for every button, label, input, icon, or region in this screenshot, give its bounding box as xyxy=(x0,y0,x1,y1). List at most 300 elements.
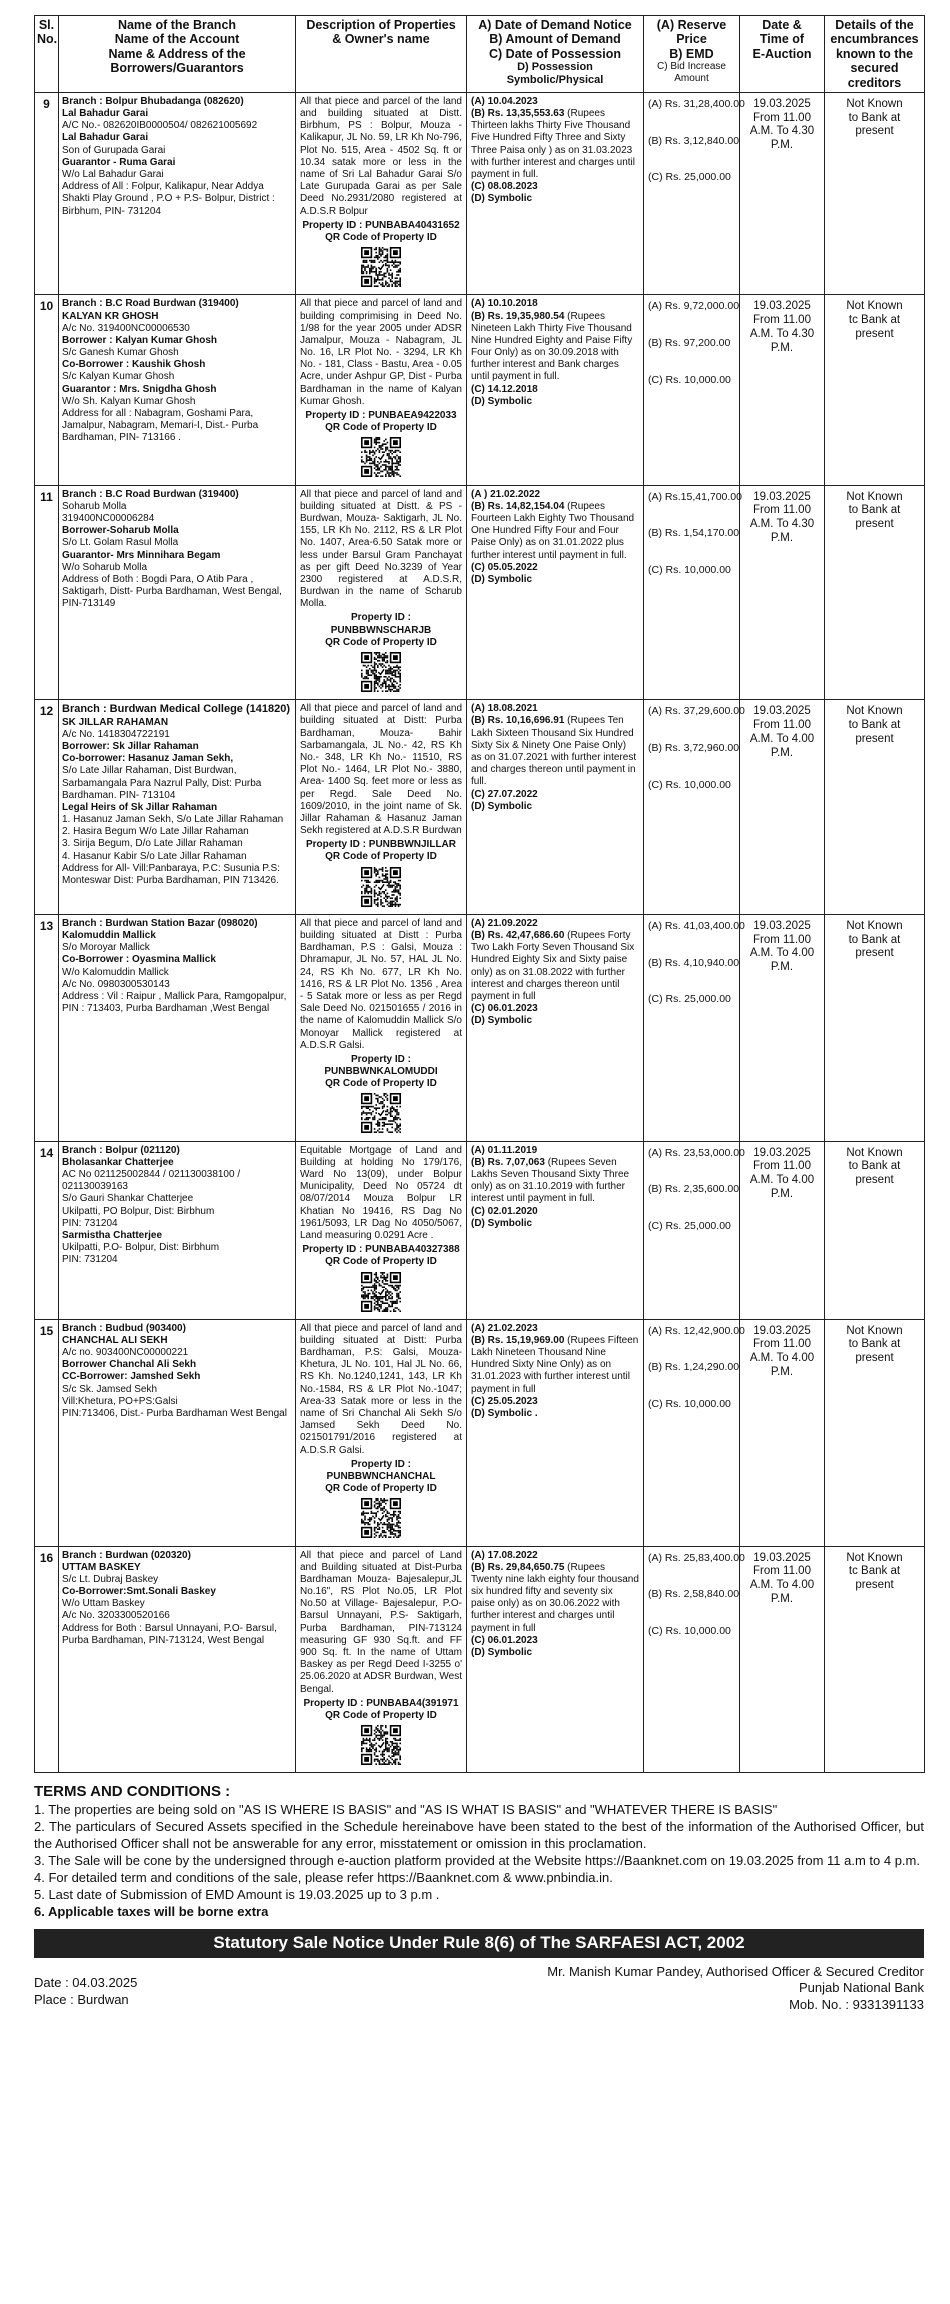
borrower-detail-line: SK JILLAR RAHAMAN xyxy=(62,716,169,728)
borrower-detail-line: Soharub Molla xyxy=(62,500,127,512)
borrower-detail-line: S/c Lt. Dubraj Baskey xyxy=(62,1573,159,1585)
borrower-detail-line: Borrower Chanchal Ali Sekh xyxy=(62,1359,197,1371)
qr-code-wrapper xyxy=(300,867,462,911)
property-description-cell xyxy=(296,92,467,294)
qr-code-icon xyxy=(361,1498,401,1538)
auction-datetime-line: 19.03.2025 xyxy=(753,919,811,932)
property-description-text: All that piece and parcel of Land and Building situated at Dist-Purba Bardhaman Mouza- Bajesalepur,JL No.16", RS Plot No.05, LR Plot No.50 at Village- Bajesalepur, P.O- Barsul Unnayani, P.S- Saktigarh, Purba Bardhaman, PIN-713124 measuring GF 930 Sq.ft. and FF 900 Sq. ft. In the name of Uttam Baskey as per Regd Deed I-3255 o' 25.06.2020 at ADSR Burdwan, West Bengal. xyxy=(300,1549,462,1695)
table-row xyxy=(35,1141,925,1319)
qr-code-wrapper xyxy=(300,1272,462,1316)
auction-table xyxy=(34,15,925,1773)
header-branch-line: Borrowers/Guarantors xyxy=(110,61,244,76)
borrower-detail-line: PIN:713406, Dist.- Purba Bardhaman West Bengal xyxy=(62,1408,287,1419)
encumbrance-line: Not Known xyxy=(846,1551,903,1564)
table-row xyxy=(35,1319,925,1546)
branch-borrower-cell xyxy=(59,914,296,1141)
property-id: Property ID : PUNBABA4(391971 xyxy=(303,1697,459,1709)
qr-caption: QR Code of Property ID xyxy=(325,1709,437,1721)
borrower-detail-line: Co-Borrower:Smt.Sonali Baskey xyxy=(62,1586,216,1598)
possession-date: (C) 05.05.2022 xyxy=(471,561,538,573)
header-date-line: Time of xyxy=(759,32,805,47)
demand-amount-words: (Rupees Twenty nine lakh eighty four thousand six hundred fifty and seventy six paise only) as on 30.06.2022 with further interest and charges until payment in full xyxy=(471,1561,639,1634)
property-description-cell xyxy=(296,700,467,915)
possession-date: (C) 14.12.2018 xyxy=(471,383,538,395)
borrower-detail-line: Guarantor - Ruma Garai xyxy=(62,156,176,168)
header-row xyxy=(35,16,925,93)
encumbrance-line: to Bank at xyxy=(848,718,901,731)
encumbrance-line: Not Known xyxy=(846,1324,903,1337)
qr-caption: QR Code of Property ID xyxy=(325,422,437,434)
possession-date: (C) 25.05.2023 xyxy=(471,1395,538,1407)
qr-code-icon xyxy=(361,437,401,477)
property-description-cell xyxy=(296,485,467,700)
borrower-detail-line: W/o Uttam Baskey xyxy=(62,1598,145,1610)
branch-borrower-cell xyxy=(59,1141,296,1319)
reserve-price-line: (C) Rs. 25,000.00 xyxy=(648,1220,731,1233)
auction-datetime-line: P.M. xyxy=(770,531,794,544)
property-id: Property ID : PUNBABA40431652 xyxy=(302,219,460,231)
terms-section xyxy=(34,1783,924,1920)
qr-caption: QR Code of Property ID xyxy=(325,1078,437,1090)
qr-caption: QR Code of Property ID xyxy=(325,636,437,648)
auction-date-cell xyxy=(740,700,825,915)
reserve-price-cell xyxy=(644,1319,745,1546)
encumbrance-cell xyxy=(825,1546,925,1773)
qr-code-icon xyxy=(361,652,401,692)
terms-item: 6. Applicable taxes will be borne extra xyxy=(34,1903,269,1919)
encumbrance-line: tc Bank at xyxy=(848,1565,901,1578)
branch-borrower-cell xyxy=(59,700,296,915)
encumbrance-line: Not Known xyxy=(846,300,903,313)
qr-caption: QR Code of Property ID xyxy=(325,231,437,243)
property-description-text: All that piece and parcel of the land and building situated at Distt. Birbhum, PS : Bolpur, Mouza - Kalikapur, JL No. 59, LR Kh No-796, Plot No. 515, Area - 4502 Sq. ft or 10.34 satak more or less in the name of Sri Lal Bahadur Garai S/o Late Gurupada Garai as per Sale Deed No.2931/2080 registered at A.D.S.R Bolpur xyxy=(300,95,462,217)
qr-code-wrapper xyxy=(300,1093,462,1137)
borrower-detail-line: UTTAM BASKEY xyxy=(62,1561,141,1573)
auction-datetime-line: From 11.00 xyxy=(753,111,811,124)
borrower-detail-line: CHANCHAL ALI SEKH xyxy=(62,1334,168,1346)
reserve-price-line: (C) Rs. 10,000.00 xyxy=(648,1398,731,1411)
encumbrance-cell xyxy=(825,700,925,915)
auction-datetime-line: 19.03.2025 xyxy=(753,1551,811,1564)
demand-notice-cell xyxy=(467,485,644,700)
auction-datetime-line: From 11.00 xyxy=(753,314,811,327)
auction-datetime-line: A.M. To 4.30 xyxy=(749,518,815,531)
reserve-price-line: (C) Rs. 10,000.00 xyxy=(648,778,731,791)
reserve-price-line: (B) Rs. 3,12,840.00 xyxy=(648,134,740,147)
borrower-detail-line: A/C No.- 082620IB0000504/ 082621005692 xyxy=(62,120,258,132)
demand-amount-words: (Rupees Fourteen Lakh Eighty Two Thousand One Hundred Fifty Four and Four Paise Only) as on 31.01.2022 plus further interest until payment in full. xyxy=(471,500,635,561)
branch-borrower-cell xyxy=(59,485,296,700)
header-demand xyxy=(467,16,644,93)
property-description-cell xyxy=(296,1319,467,1546)
branch-borrower-cell xyxy=(59,295,296,485)
borrower-detail-line: Branch : Burdwan Station Bazar (098020) xyxy=(62,917,258,929)
demand-amount-value: (B) Rs. 42,47,686.60 xyxy=(471,930,565,941)
borrower-detail-line: Branch : Bolpur Bhubadanga (082620) xyxy=(62,95,244,107)
possession-date: (C) 02.01.2020 xyxy=(471,1205,538,1217)
demand-amount-words: (Rupees Forty Two Lakh Forty Seven Thousand Six Hundred Eighty Six and Sixty paise only) as on 31.08.2022 with further interest and charges thereon until payment in full xyxy=(471,930,635,1002)
terms-title: TERMS AND CONDITIONS : xyxy=(34,1783,231,1801)
demand-amount-value: (B) Rs. 7,07,063 xyxy=(471,1156,545,1168)
row-serial-number: 12 xyxy=(35,700,59,915)
property-description-cell xyxy=(296,1546,467,1773)
reserve-price-line: (B) Rs. 2,35,600.00 xyxy=(648,1183,740,1196)
header-property-line: Description of Properties xyxy=(306,18,456,32)
reserve-price-line: (B) Rs. 2,58,840.00 xyxy=(648,1588,740,1601)
borrower-detail-line: Son of Gurupada Garai xyxy=(62,144,166,156)
encumbrance-line: to Bank at xyxy=(848,1160,901,1173)
table-row xyxy=(35,1546,925,1773)
auction-datetime-line: 19.03.2025 xyxy=(753,705,811,718)
header-branch-line: Name & Address of the xyxy=(108,46,246,61)
demand-notice-date: (A) 01.11.2019 xyxy=(471,1144,538,1156)
demand-amount xyxy=(471,108,639,181)
borrower-detail-line: Address of Both : Bogdi Para, O Atib Para , Saktigarh, Distt- Purba Bardhaman, West Bengal, PIN-713149 xyxy=(62,573,282,610)
borrower-detail-line: S/c Kalyan Kumar Ghosh xyxy=(62,371,175,383)
borrower-detail-line: S/o Lt. Golam Rasul Molla xyxy=(62,537,179,549)
demand-amount xyxy=(471,1157,639,1206)
borrower-detail-line: S/o Moroyar Mallick xyxy=(62,942,150,954)
reserve-price-cell xyxy=(644,914,745,1141)
reserve-price-line: (B) Rs. 3,72,960.00 xyxy=(648,741,740,754)
encumbrance-line: to Bank at xyxy=(848,933,901,946)
borrower-detail-line: Guarantor- Mrs Minnihara Begam xyxy=(62,549,221,561)
encumbrance-cell xyxy=(825,92,925,294)
borrower-detail-line: W/o Sh. Kalyan Kumar Ghosh xyxy=(62,395,196,407)
demand-amount xyxy=(471,715,639,788)
auction-datetime-line: P.M. xyxy=(770,341,794,354)
borrower-detail-line: Ukilpatti, P.O- Bolpur, Dist: Birbhum xyxy=(62,1242,220,1254)
encumbrance-line: Not Known xyxy=(846,97,903,110)
auction-datetime-line: A.M. To 4.30 xyxy=(749,125,815,138)
demand-notice-date: (A) 21.02.2023 xyxy=(471,1322,538,1334)
demand-notice-date: (A) 10.04.2023 xyxy=(471,95,538,107)
auction-datetime-line: A.M. To 4.00 xyxy=(749,1174,815,1187)
encumbrance-line: present xyxy=(855,1174,894,1187)
qr-code-icon xyxy=(361,1093,401,1133)
table-row xyxy=(35,700,925,915)
auction-datetime-line: A.M. To 4.30 xyxy=(749,327,815,340)
auction-datetime-line: P.M. xyxy=(770,139,794,152)
reserve-price-line: (A) Rs. 41,03,400.00 xyxy=(648,919,745,932)
encumbrance-cell xyxy=(825,1141,925,1319)
borrower-detail-line: Co-Borrower : Oyasmina Mallick xyxy=(62,954,216,966)
borrower-detail-line: KALYAN KR GHOSH xyxy=(62,310,159,322)
branch-borrower-cell xyxy=(59,1546,296,1773)
qr-code-icon xyxy=(361,1725,401,1765)
encumbrance-line: present xyxy=(855,125,894,138)
qr-code-icon xyxy=(361,247,401,287)
header-reserve-line: (A) Reserve Price xyxy=(656,18,727,47)
qr-caption: QR Code of Property ID xyxy=(325,1483,437,1495)
encumbrance-line: present xyxy=(855,1579,894,1592)
auction-notice-sheet xyxy=(34,15,924,2020)
encumbrance-line: present xyxy=(855,1352,894,1365)
demand-notice-date: (A) 18.08.2021 xyxy=(471,703,538,715)
borrower-detail-line: 4. Hasanur Kabir S/o Late Jillar Rahaman xyxy=(62,850,247,862)
header-details-line: Details of the xyxy=(835,18,914,32)
borrower-detail-line: 319400NC00006284 xyxy=(62,512,155,524)
auction-datetime-line: 19.03.2025 xyxy=(753,1146,811,1159)
header-branch-line: Name of the Account xyxy=(114,32,240,47)
borrower-detail-line: Address for all : Nabagram, Goshami Para, Jamalpur, Nabagram, Memari-I, Dist.- Purba Bardhaman, PIN- 713166 . xyxy=(62,408,259,444)
borrower-detail-line: Branch : Burdwan Medical College (141820) xyxy=(62,703,291,716)
header-date-line: E-Auction xyxy=(752,46,812,61)
qr-code-wrapper xyxy=(300,1498,462,1542)
borrower-detail-line: W/o Kalomuddin Mallick xyxy=(62,966,169,978)
branch-borrower-cell xyxy=(59,1319,296,1546)
encumbrance-cell xyxy=(825,914,925,1141)
demand-amount-words: (Rupees Ten Lakh Sixteen Thousand Six Hundred Sixty Six & Ninety One Paise Only) as on 31.07.2021 with further interest and charges thereon until payment in full. xyxy=(471,715,637,788)
borrower-detail-line: Lal Bahadur Garai xyxy=(62,132,149,144)
possession-type: (D) Symbolic xyxy=(471,1647,533,1658)
borrower-detail-line: Address for Both : Barsul Unnayani, P.O- Barsul, Purba Bardhaman, PIN-713124, West Bengal xyxy=(62,1622,277,1646)
borrower-detail-line: 2. Hasira Begum W/o Late Jillar Rahaman xyxy=(62,826,249,838)
reserve-price-line: (A) Rs. 12,42,900.00 xyxy=(648,1324,745,1337)
possession-date: (C) 06.01.2023 xyxy=(471,1634,538,1646)
property-id: Property ID : PUNBBWNKALOMUDDI xyxy=(324,1053,438,1078)
borrower-detail-line: Address : Vil : Raipur , Mallick Para, Ramgopalpur, PIN : 713403, Purba Bardhaman ,West Bengal xyxy=(62,990,287,1015)
reserve-price-line: (C) Rs. 10,000.00 xyxy=(648,373,731,386)
property-description-text: All that piece and parcel of land and building comprimising in Deed No. 1/98 for the year 2005 under ADSR Jamalpur, Mouza - Nabagram, JL No. 16, LR Plot No. - 3294, LR Kh No. - 181, Class - Bastu, Area - 0.05 Acre, under Ashpur GP, Dist - Purba Bardhaman in the name of Kalyan Kumar Ghosh. xyxy=(300,298,462,407)
property-id: Property ID : PUNBBWNJILLAR xyxy=(305,839,456,851)
borrower-detail-line: Co-Borrower : Kaushik Ghosh xyxy=(62,359,206,371)
property-description-text: Equitable Mortgage of Land and Building at holding No 179/176, Ward No 13(09), under Bolpur Municipality, Deed No 05724 dt 08/07/2014 Mouza Bolpur LR Khatian No 19416, RS Dag No 1961/5093, LR Dag No 4050/5067, Land measuring 0.0291 Acre . xyxy=(300,1144,462,1241)
encumbrance-line: tc Bank at xyxy=(848,314,901,327)
borrower-detail-line: S/o Late Jillar Rahaman, Dist Burdwan, Sarbamangala Para Nazrul Pally, Dist: Purba Bardhaman. PIN- 713104 xyxy=(62,765,262,801)
auction-datetime-line: From 11.00 xyxy=(753,933,811,946)
footer-bank: Punjab National Bank xyxy=(798,1980,924,1996)
auction-datetime-line: P.M. xyxy=(770,1366,794,1379)
borrower-detail-line: 1. Hasanuz Jaman Sekh, S/o Late Jillar Rahaman xyxy=(62,814,284,826)
demand-amount-value: (B) Rs. 29,84,650.75 xyxy=(471,1561,565,1573)
reserve-price-cell xyxy=(644,1546,745,1773)
row-serial-number: 11 xyxy=(35,485,59,700)
auction-datetime-line: 19.03.2025 xyxy=(753,97,811,110)
auction-date-cell xyxy=(740,485,825,700)
reserve-price-line: (A) Rs. 9,72,000.00 xyxy=(648,300,740,313)
header-branch xyxy=(59,16,296,93)
encumbrance-line: present xyxy=(855,947,894,960)
auction-datetime-line: P.M. xyxy=(770,1188,794,1201)
auction-datetime-line: A.M. To 4.00 xyxy=(749,1352,815,1365)
header-property-line: & Owner's name xyxy=(332,32,430,47)
qr-code-icon xyxy=(361,1272,401,1312)
qr-code-wrapper xyxy=(300,247,462,291)
borrower-detail-line: Sarmistha Chatterjee xyxy=(62,1229,163,1241)
borrower-detail-line: S/o Gauri Shankar Chatterjee xyxy=(62,1193,194,1205)
demand-notice-cell xyxy=(467,92,644,294)
demand-notice-cell xyxy=(467,1141,644,1319)
borrower-detail-line: Branch : Burdwan (020320) xyxy=(62,1549,191,1561)
reserve-price-line: (A) Rs. 31,28,400.00 xyxy=(648,97,745,110)
borrower-detail-line: CC-Borrower: Jamshed Sekh xyxy=(62,1371,201,1383)
header-sl xyxy=(35,16,59,93)
reserve-price-line: (C) Rs. 10,000.00 xyxy=(648,564,731,577)
qr-code-wrapper xyxy=(300,652,462,696)
demand-amount xyxy=(471,1335,639,1396)
header-branch-line: Name of the Branch xyxy=(117,18,237,32)
header-demand-line: A) Date of Demand Notice xyxy=(478,18,632,32)
property-description-cell xyxy=(296,1141,467,1319)
reserve-price-line: (B) Rs. 97,200.00 xyxy=(648,337,731,350)
footer-left xyxy=(34,1974,137,2009)
possession-type: (D) Symbolic xyxy=(471,573,533,585)
possession-type: (D) Symbolic xyxy=(471,1217,533,1229)
demand-notice-cell xyxy=(467,914,644,1141)
auction-date-cell xyxy=(740,92,825,294)
encumbrance-line: present xyxy=(855,327,894,340)
demand-notice-cell xyxy=(467,700,644,915)
header-details-line: secured creditors xyxy=(847,61,902,90)
terms-item: 4. For detailed term and conditions of the sale, please refer https://Baanknet.com & www.pnbindia.in. xyxy=(34,1869,613,1885)
auction-datetime-line: P.M. xyxy=(770,746,794,759)
possession-type: (D) Symbolic xyxy=(471,800,533,812)
qr-caption: QR Code of Property ID xyxy=(325,851,437,863)
auction-date-cell xyxy=(740,914,825,1141)
demand-notice-date: (A ) 21.02.2022 xyxy=(471,488,541,500)
possession-type: (D) Symbolic . xyxy=(471,1408,538,1419)
auction-date-cell xyxy=(740,1319,825,1546)
borrower-detail-line: PIN: 731204 xyxy=(62,1254,118,1266)
reserve-price-line: (B) Rs. 4,10,940.00 xyxy=(648,956,740,969)
demand-notice-cell xyxy=(467,1546,644,1773)
demand-amount-words: (Rupees Fifteen Lakh Nineteen Thousand Nine Hundred Sixty Nine Only) as on 31.01.2023 with further interest until payment in full xyxy=(471,1334,639,1395)
footer-right xyxy=(547,1964,924,2015)
header-reserve xyxy=(644,16,740,93)
reserve-price-line: (B) Rs. 1,54,170.00 xyxy=(648,527,740,540)
auction-datetime-line: From 11.00 xyxy=(753,1565,811,1578)
possession-date: (C) 08.08.2023 xyxy=(471,181,538,193)
encumbrance-line: Not Known xyxy=(846,919,903,932)
row-serial-number: 13 xyxy=(35,914,59,1141)
borrower-detail-line: Co-borrower: Hasanuz Jaman Sekh, xyxy=(62,753,234,765)
table-row xyxy=(35,914,925,1141)
property-description-cell xyxy=(296,295,467,485)
demand-notice-date: (A) 21.09.2022 xyxy=(471,917,538,929)
borrower-detail-line: Bholasankar Chatterjee xyxy=(62,1156,174,1168)
borrower-detail-line: 3. Sirija Begum, D/o Late Jillar Rahaman xyxy=(62,838,243,850)
auction-date-cell xyxy=(740,1546,825,1773)
borrower-detail-line: Address for All- Vill:Panbaraya, P.C: Susunia P.S: Monteswar Dist: Purba Bardhaman, PIN 713426. xyxy=(62,862,280,887)
row-serial-number: 10 xyxy=(35,295,59,485)
auction-datetime-line: A.M. To 4.00 xyxy=(749,732,815,745)
borrower-detail-line: Branch : B.C Road Burdwan (319400) xyxy=(62,298,239,310)
borrower-detail-line: Borrower: Sk Jillar Rahaman xyxy=(62,740,199,752)
qr-code-wrapper xyxy=(300,1725,462,1769)
borrower-detail-line: S/c Ganesh Kumar Ghosh xyxy=(62,347,179,359)
terms-item: 5. Last date of Submission of EMD Amount is 19.03.2025 up to 3 p.m . xyxy=(34,1886,440,1902)
encumbrance-line: present xyxy=(855,732,894,745)
borrower-detail-line: W/o Soharub Molla xyxy=(62,561,148,573)
auction-datetime-line: From 11.00 xyxy=(753,718,811,731)
header-reserve-line: B) EMD xyxy=(669,46,714,61)
footer xyxy=(34,1964,924,2020)
auction-datetime-line: 19.03.2025 xyxy=(753,300,811,313)
qr-code-wrapper xyxy=(300,437,462,481)
demand-notice-cell xyxy=(467,295,644,485)
row-serial-number: 9 xyxy=(35,92,59,294)
property-id: Property ID : PUNBABA40327388 xyxy=(302,1244,460,1256)
borrower-detail-line: Lal Bahadur Garai xyxy=(62,108,149,120)
header-property xyxy=(296,16,467,93)
demand-amount xyxy=(471,311,639,384)
borrower-detail-line: Vill:Khetura, PO+PS:Galsi xyxy=(62,1395,178,1407)
borrower-detail-line: A/c No. 0980300530143 xyxy=(62,978,170,990)
reserve-price-cell xyxy=(644,1141,745,1319)
auction-datetime-line: P.M. xyxy=(770,961,794,974)
reserve-price-line: (C) Rs. 10,000.00 xyxy=(648,1625,731,1638)
header-sl-text: Sl. No. xyxy=(37,18,58,47)
header-details-line: known to the xyxy=(835,46,914,61)
borrower-detail-line: PIN: 731204 xyxy=(62,1217,118,1229)
reserve-price-cell xyxy=(644,295,740,485)
borrower-detail-line: S/c Sk. Jamsed Sekh xyxy=(62,1383,158,1395)
property-description-text: All that piece and parcel of land and building situated at Distt : Purba Bardhaman, P.S : Galsi, Mouza : Dhramapur, JL No. 57, HAL JL No. 24, RS Kh No. 677, LR Kh No. 1416, RS & LR Plot No. 1356 , Area - 5 Satak more or less as per Regd Sale Deed No. 021501655 / 2016 in the name of Kalomuddin Mallick S/o Monoyar Mallick registered at A.D.S.R Galsi. xyxy=(300,917,462,1051)
borrower-detail-line: A/c No. 3203300520166 xyxy=(62,1610,170,1622)
property-description-text: All that piece and parcel of land and building situated at Distt. & PS - Burdwan, Mouza- Saktigarh, JL No. 155, LR Kh No. 2112, RS & LR Plot No. 1407, Area-6.50 Satak more or less under Barsul Gram Panchayat as per gift Deed No.3239 of Year 2300 registered at A.D.S.R, Burdwan in the name of Scharub Molla. xyxy=(300,488,462,610)
reserve-price-line: (A) Rs.15,41,700.00 xyxy=(648,490,742,503)
borrower-detail-line: Guarantor : Mrs. Snigdha Ghosh xyxy=(62,383,217,395)
header-demand-line: C) Date of Possession xyxy=(489,46,621,61)
borrower-detail-line: Legal Heirs of Sk Jillar Rahaman xyxy=(62,801,218,813)
possession-date: (C) 27.07.2022 xyxy=(471,788,538,800)
demand-notice-date: (A) 17.08.2022 xyxy=(471,1549,538,1561)
demand-amount xyxy=(471,1562,639,1635)
reserve-price-line: (C) Rs. 25,000.00 xyxy=(648,171,731,184)
header-details-line: encumbrances xyxy=(830,32,919,47)
demand-amount xyxy=(471,501,639,562)
borrower-detail-line: Branch : B.C Road Burdwan (319400) xyxy=(62,488,239,500)
property-id: Property ID : PUNBBWNCHANCHAL xyxy=(326,1458,436,1482)
demand-amount-value: (B) Rs. 10,16,696.91 xyxy=(471,715,565,727)
borrower-detail-line: A/c no. 903400NC00000221 xyxy=(62,1347,189,1359)
borrower-detail-line: A/c No. 319400NC00006530 xyxy=(62,322,190,334)
possession-type: (D) Symbolic xyxy=(471,395,533,407)
demand-amount-words: (Rupees Seven Lakhs Seven Thousand Sixty Three only) as on 31.10.2019 with further interest until payment in full. xyxy=(471,1156,630,1205)
reserve-price-cell xyxy=(644,92,745,294)
possession-type: (D) Symbolic xyxy=(471,193,533,205)
branch-borrower-cell xyxy=(59,92,296,294)
table-row xyxy=(35,295,925,485)
footer-date: Date : 04.03.2025 xyxy=(34,1974,138,1990)
property-description-cell xyxy=(296,914,467,1141)
reserve-price-cell xyxy=(644,700,745,915)
demand-amount-value: (B) Rs. 14,82,154.04 xyxy=(471,500,565,512)
terms-list xyxy=(34,1802,924,1920)
demand-amount-value: (B) Rs. 13,35,553.63 xyxy=(471,108,565,120)
demand-amount xyxy=(471,930,639,1003)
property-description-text: All that piece and parcel of land and building situated at Distt: Purba Bardhaman, P.S: Galsi, Mouza- Khetura, JL No. 101, Hal JL No. 66, RS Kh. No.1240,1241, 143, LR Kh No.-1584, RS & LR Plot No.-1047; Area-33 Satak more or less in the name of Sri Chanchal Ali Sekh S/o Jamsed Sekh Deed No. 021501791/2016 registered at A.D.S.R Galsi. xyxy=(300,1322,462,1456)
borrower-detail-line: Borrower : Kalyan Kumar Ghosh xyxy=(62,334,218,346)
reserve-price-line: (A) Rs. 23,53,000.00 xyxy=(648,1146,745,1159)
encumbrance-line: to Bank at xyxy=(848,111,901,124)
property-description-text: All that piece and parcel of land and building situated at Distt: Purba Bardhaman, Mouza- Bahir Sarbamangala, JL No.- 42, RS Kh No.- 348, LR Kh No.- 11510, RS Plot No.- 1464, LR Plot No.- 3880, Area- 1400 Sq. feet more or less as per Regd. Sale Deed No. 1609/2010, in the joint name of Sk. Jillar Rahaman & Hasanuz Jaman Sekh registered at A.D.S.R Burdwan xyxy=(300,703,462,837)
terms-item: 2. The particulars of Secured Assets specified in the Schedule hereinabove have been stated to the best of the information of the Authorised Officer, but the Authorised Officer shall not be answerable for any error, misstatement or omission in this proclamation. xyxy=(34,1819,924,1852)
borrower-detail-line: AC No 021125002844 / 021130038100 / 021130039163 xyxy=(62,1169,241,1193)
encumbrance-line: Not Known xyxy=(846,490,903,503)
reserve-price-line: (A) Rs. 37,29,600.00 xyxy=(648,705,745,718)
header-date xyxy=(740,16,825,93)
footer-place: Place : Burdwan xyxy=(34,1992,129,2008)
demand-notice-date: (A) 10.10.2018 xyxy=(471,298,538,310)
row-serial-number: 15 xyxy=(35,1319,59,1546)
encumbrance-line: Not Known xyxy=(846,705,903,718)
qr-caption: QR Code of Property ID xyxy=(325,1256,437,1268)
footer-officer: Mr. Manish Kumar Pandey, Authorised Officer & Secured Creditor xyxy=(547,1963,924,1979)
borrower-detail-line: Address of All : Folpur, Kalikapur, Near Addya Shakti Play Ground , P.O + P.S- Bolpur, District : Birbhum, PIN- 731204 xyxy=(62,181,275,217)
property-id: Property ID : PUNBBWNSCHARJB xyxy=(330,612,432,636)
